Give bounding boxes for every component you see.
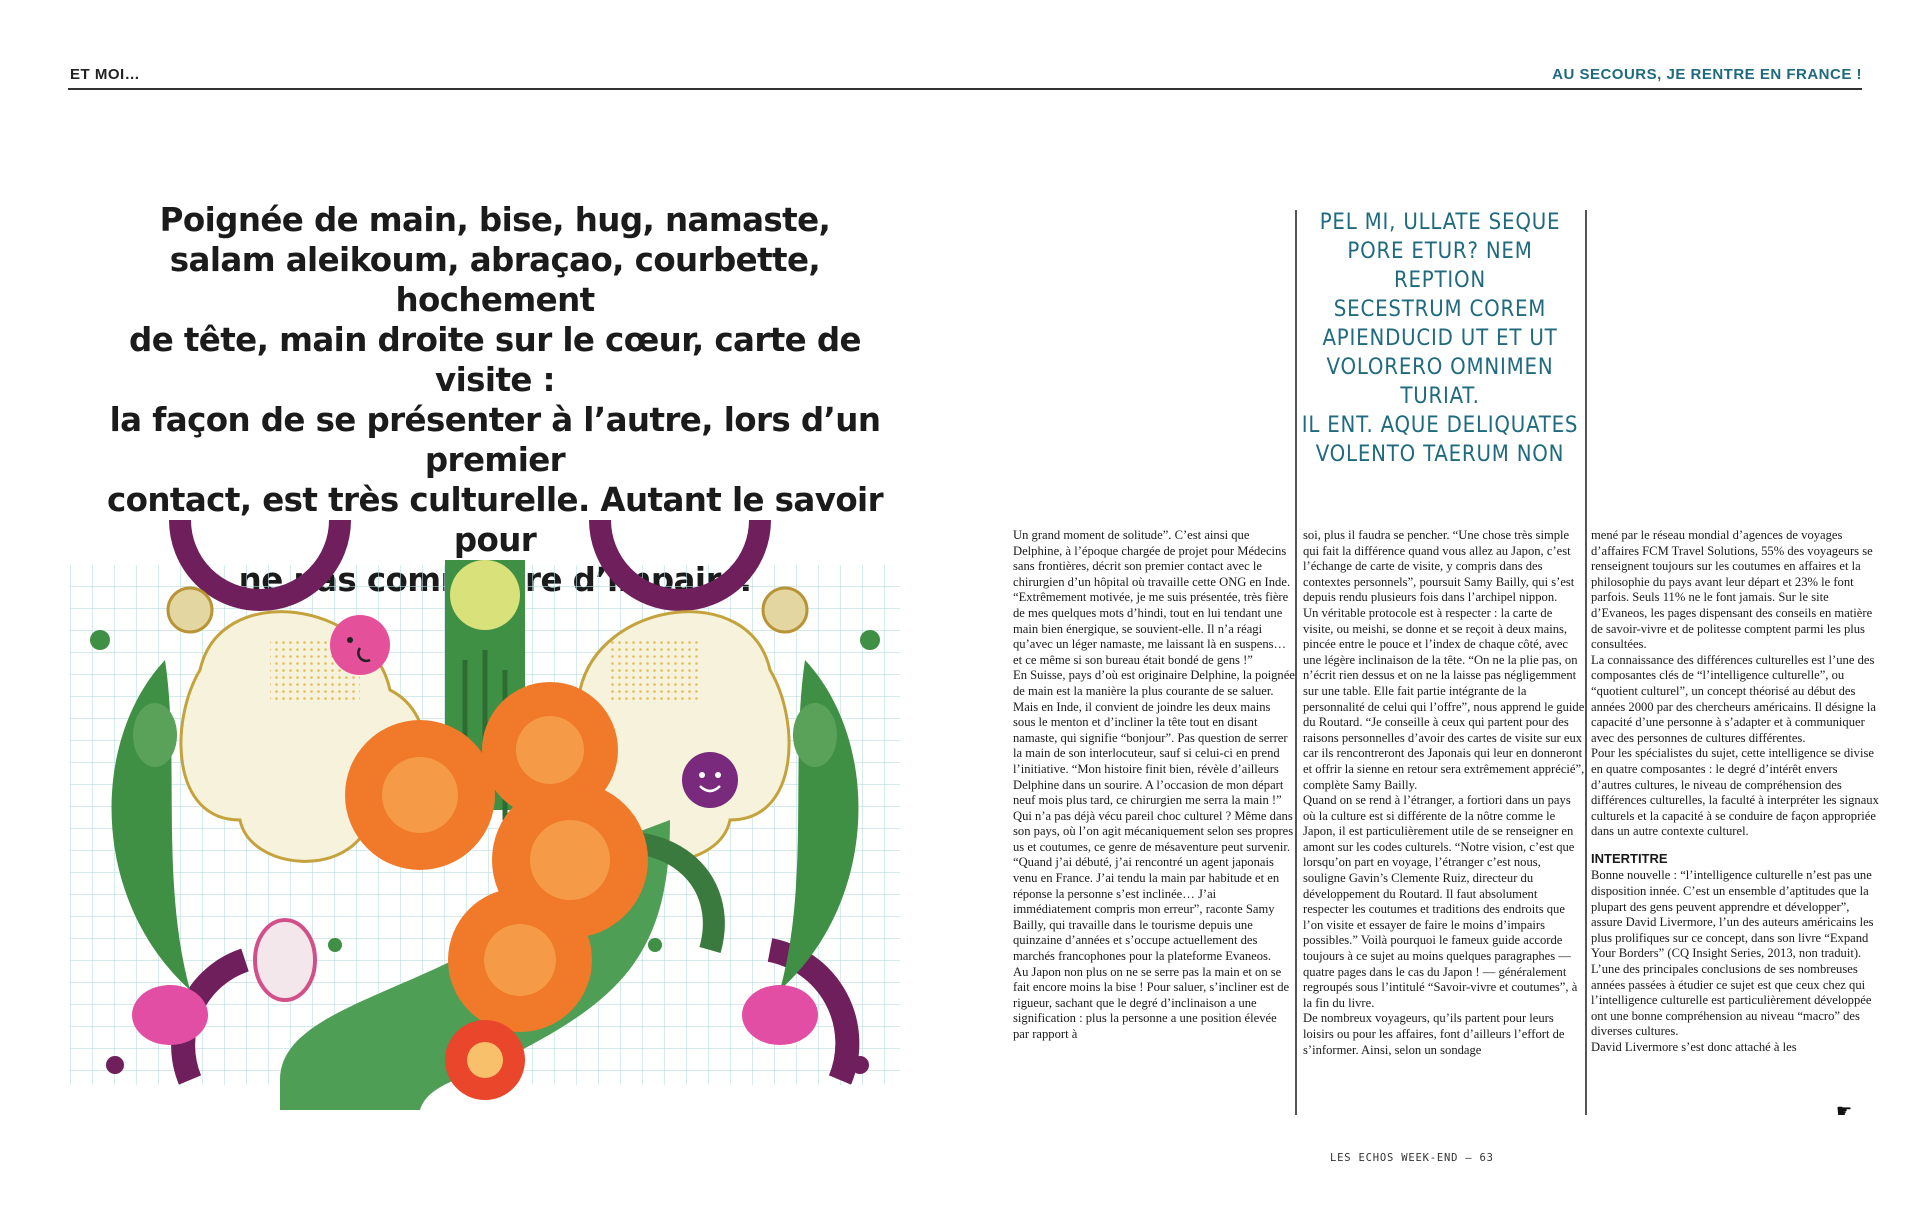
lead-line: la façon de se présenter à l’autre, lors d’un premier (109, 401, 881, 479)
article-column-1 (1013, 528, 1295, 1113)
lead-line: salam aleikoum, abraçao, courbette, hochement (169, 241, 821, 319)
article-paragraph: En Suisse, pays d’où est originaire Delphine, la poignée de main est la manière la plus courante de se saluer. Mais en Inde, il convient de joindre les deux mains sous le menton et d’incliner la tête tout en disant namaste, qui signifie “bonjour”. Pas question de serrer la main de son interlocuteur, sauf si celui-ci en prend l’initiative. “Mon histoire finit bien, révèle d’ailleurs Delphine dans un sourire. A l’occasion de mon départ neuf mois plus tard, ce chirurgien me serra la main !” (1013, 668, 1295, 808)
pull-quote-line: APIENDUCID UT ET UT (1322, 326, 1558, 351)
carrot-slice-shape (345, 720, 495, 870)
smiley-face-icon (330, 615, 390, 675)
pull-quote-line: PORE ETUR? NEM REPTION (1347, 239, 1533, 293)
dot-shape (860, 630, 880, 650)
mushroom-shape (763, 588, 807, 632)
dot-shape (90, 630, 110, 650)
pea-shape (793, 703, 837, 767)
carrot-slice-shape (448, 888, 592, 1032)
pull-quote-line: VOLENTO TAERUM NON (1315, 442, 1565, 467)
vegetable-illustration (70, 520, 900, 1110)
article-paragraph: La connaissance des différences culturelles est l’une des composantes clés de “l’intelligence culturelle”, ou “quotient culturel”, un concept théorisé au début des années 2000 par des chercheurs américains. Il désigne la capacité d’une personne à s’adapter et à communiquer avec des personnes de cultures différentes. (1591, 652, 1876, 745)
pull-quote-line: IL ENT. AQUE DELIQUATES (1301, 413, 1579, 438)
bean-face-icon (742, 985, 818, 1045)
tomato-seed-shape (467, 1042, 503, 1078)
lead-line: Poignée de main, bise, hug, namaste, (159, 201, 831, 239)
article-column-3 (1591, 528, 1879, 1113)
eye-shape (347, 637, 353, 643)
dot-shape (851, 1056, 869, 1074)
header-rule (68, 88, 1862, 90)
section-title: AU SECOURS, JE RENTRE EN FRANCE ! (1552, 66, 1862, 83)
leek-top-shape (450, 560, 520, 630)
smiley-face-icon (682, 752, 738, 808)
dot-shape (106, 1056, 124, 1074)
pull-quote-line: SECESTRUM COREM (1333, 297, 1547, 322)
intertitle: INTERTITRE (1591, 850, 1668, 866)
pull-quote-line: PEL MI, ULLATE SEQUE (1319, 210, 1561, 235)
lead-line: contact, est très culturelle. Autant le savoir pour (106, 481, 884, 559)
pull-quote-line: VOLORERO OMNIMEN TURIAT. (1326, 355, 1554, 409)
article-paragraph: Pour les spécialistes du sujet, cette intelligence se divise en quatre composantes : le degré d’intérêt envers d’autres cultures, le niveau de compréhension des différences culturelles, la faculté à interpréter les signaux culturels et la capacité à se conduire de façon appropriée dans un autre contexte culturel. (1591, 746, 1879, 839)
article-paragraph: Quand on se rend à l’étranger, a fortiori dans un pays où la culture est si différente de la nôtre comme le Japon, il est particulièrement utile de se renseigner en amont sur les codes culturels. “Notre vision, c’est que lorsqu’on part en voyage, l’étranger c’est nous, souligne Gavin’s Clemente Ruiz, directeur du développement du Routard. Il faut absolument respecter les coutumes et traditions des endroits que l’on visite et essayer de faire le moins d’impairs possibles.” Voilà pourquoi le fameux guide accorde toujours à ce sujet au moins quelques paragraphes — quatre pages dans le cas du Japon ! — généralement regroupés sous l’intitulé “Savoir-vivre et coutumes”, à la fin du livre. (1303, 793, 1578, 1010)
article-paragraph: mené par le réseau mondial d’agences de voyages d’affaires FCM Travel Solutions, 55% des voyageurs se renseignent toujours sur les coutumes en affaires et la philosophie du pays avant leur départ et 23% le font parfois. Seuls 11% ne le font jamais. Sur le site d’Evaneos, les pages dispensant des conseils en matière de savoir-vivre et de politesse comptent parmi les plus consultées. (1591, 528, 1873, 652)
pea-shape (133, 703, 177, 767)
article-paragraph: Au Japon non plus on ne se serre pas la main et on se fait encore moins la bise ! Pour saluer, s’incliner est de rigueur, sachant que le degré d’inclinaison a une signification : plus la personne a une position élevée par rapport à (1013, 964, 1290, 1041)
article-paragraph: Un grand moment de solitude”. C’est ainsi que Delphine, à l’époque chargée de projet pour Médecins sans frontières, décrit son premier contact avec le chirurgien d’un hôpital où travaille cette ONG en Inde. “Extrêmement motivée, je me suis présentée, très fière de mes quelques mots d’hindi, tout en lui tendant une main bien énergique, se souvient-elle. Il n’a réagi qu’avec un léger namaste, me laissant là en suspens… et ce même si son bureau était bondé de gens !” (1013, 528, 1291, 667)
section-label: ET MOI… (70, 66, 141, 83)
eye-shape (699, 772, 705, 778)
article-column-2 (1303, 528, 1585, 1113)
eye-shape (715, 772, 721, 778)
article-paragraph: De nombreux voyageurs, qu’ils partent pour leurs loisirs ou pour les affaires, font d’ailleurs l’effort de s’informer. Ainsi, selon un sondage (1303, 1011, 1565, 1057)
garlic-face-icon (255, 920, 315, 1000)
column-divider (1585, 210, 1587, 1115)
pull-quote (1300, 208, 1580, 469)
article-paragraph: Bonne nouvelle : “l’intelligence culturelle n’est pas une disposition innée. C’est un ensemble d’aptitudes que la plupart des gens peuvent apprendre et développer”, assure David Livermore, l’un des auteurs américains les plus prolifiques sur ce concept, dans son livre “Expand Your Borders” (CQ Insight Series, 2013, non traduit). L’une des principales conclusions de ses nombreuses années passées à étudier ce sujet est que ceux chez qui l’intelligence culturelle est particulièrement développée ont une bonne compréhension au niveau “macro” des diverses cultures. (1591, 868, 1874, 1039)
bean-face-icon (132, 985, 208, 1045)
article-paragraph: soi, plus il faudra se pencher. “Une chose très simple qui fait la différence quand vous allez au Japon, c’est l’échange de carte de visite, y compris dans des contextes personnels”, poursuit Samy Bailly, qui s’est depuis rendu plusieurs fois dans l’archipel nippon. (1303, 528, 1575, 605)
dot-shape (328, 938, 342, 952)
continue-arrow-icon: ☛ (1836, 1101, 1853, 1122)
article-paragraph: David Livermore s’est donc attaché à les (1591, 1040, 1797, 1054)
article-paragraph: Un véritable protocole est à respecter : la carte de visite, ou meishi, se donne et se reçoit à deux mains, pincée entre le pouce et l’index de chaque côté, avec une légère inclinaison de la tête. “On ne la plie pas, on n’écrit rien dessus et on ne la laisse pas négligemment sur une table. Elle fait partie intégrante de la personnalité de celui qui l’offre”, nous apprend le guide du Routard. “Je conseille à ceux qui partent pour des raisons personnelles d’avoir des cartes de visite sur eux car ils rencontreront des Japonais qui leur en donneront et offrir la sienne en retour sera extrêmement apprécié”, complète Samy Bailly. (1303, 605, 1585, 792)
lead-line: de tête, main droite sur le cœur, carte de visite : (129, 321, 861, 399)
column-divider (1295, 210, 1297, 1115)
dot-texture (610, 640, 700, 700)
mushroom-shape (168, 588, 212, 632)
article-paragraph: Qui n’a pas déjà vécu pareil choc culturel ? Même dans son pays, où l’on agit mécaniquement selon ses propres us et coutumes, ce genre de mésaventure peut survenir. “Quand j’ai débuté, j’ai rencontré un agent japonais venu en France. J’ai tendu la main par habitude et en réponse la personne s’est inclinée… J’ai immédiatement compris mon erreur”, raconte Samy Bailly, qui travaille dans le tourisme depuis une quinzaine d’années et s’occupe actuellement des marchés francophones pour la plateforme Evaneos. (1013, 808, 1294, 964)
dot-shape (648, 938, 662, 952)
page-footer: LES ECHOS WEEK-END – 63 (1330, 1152, 1494, 1164)
